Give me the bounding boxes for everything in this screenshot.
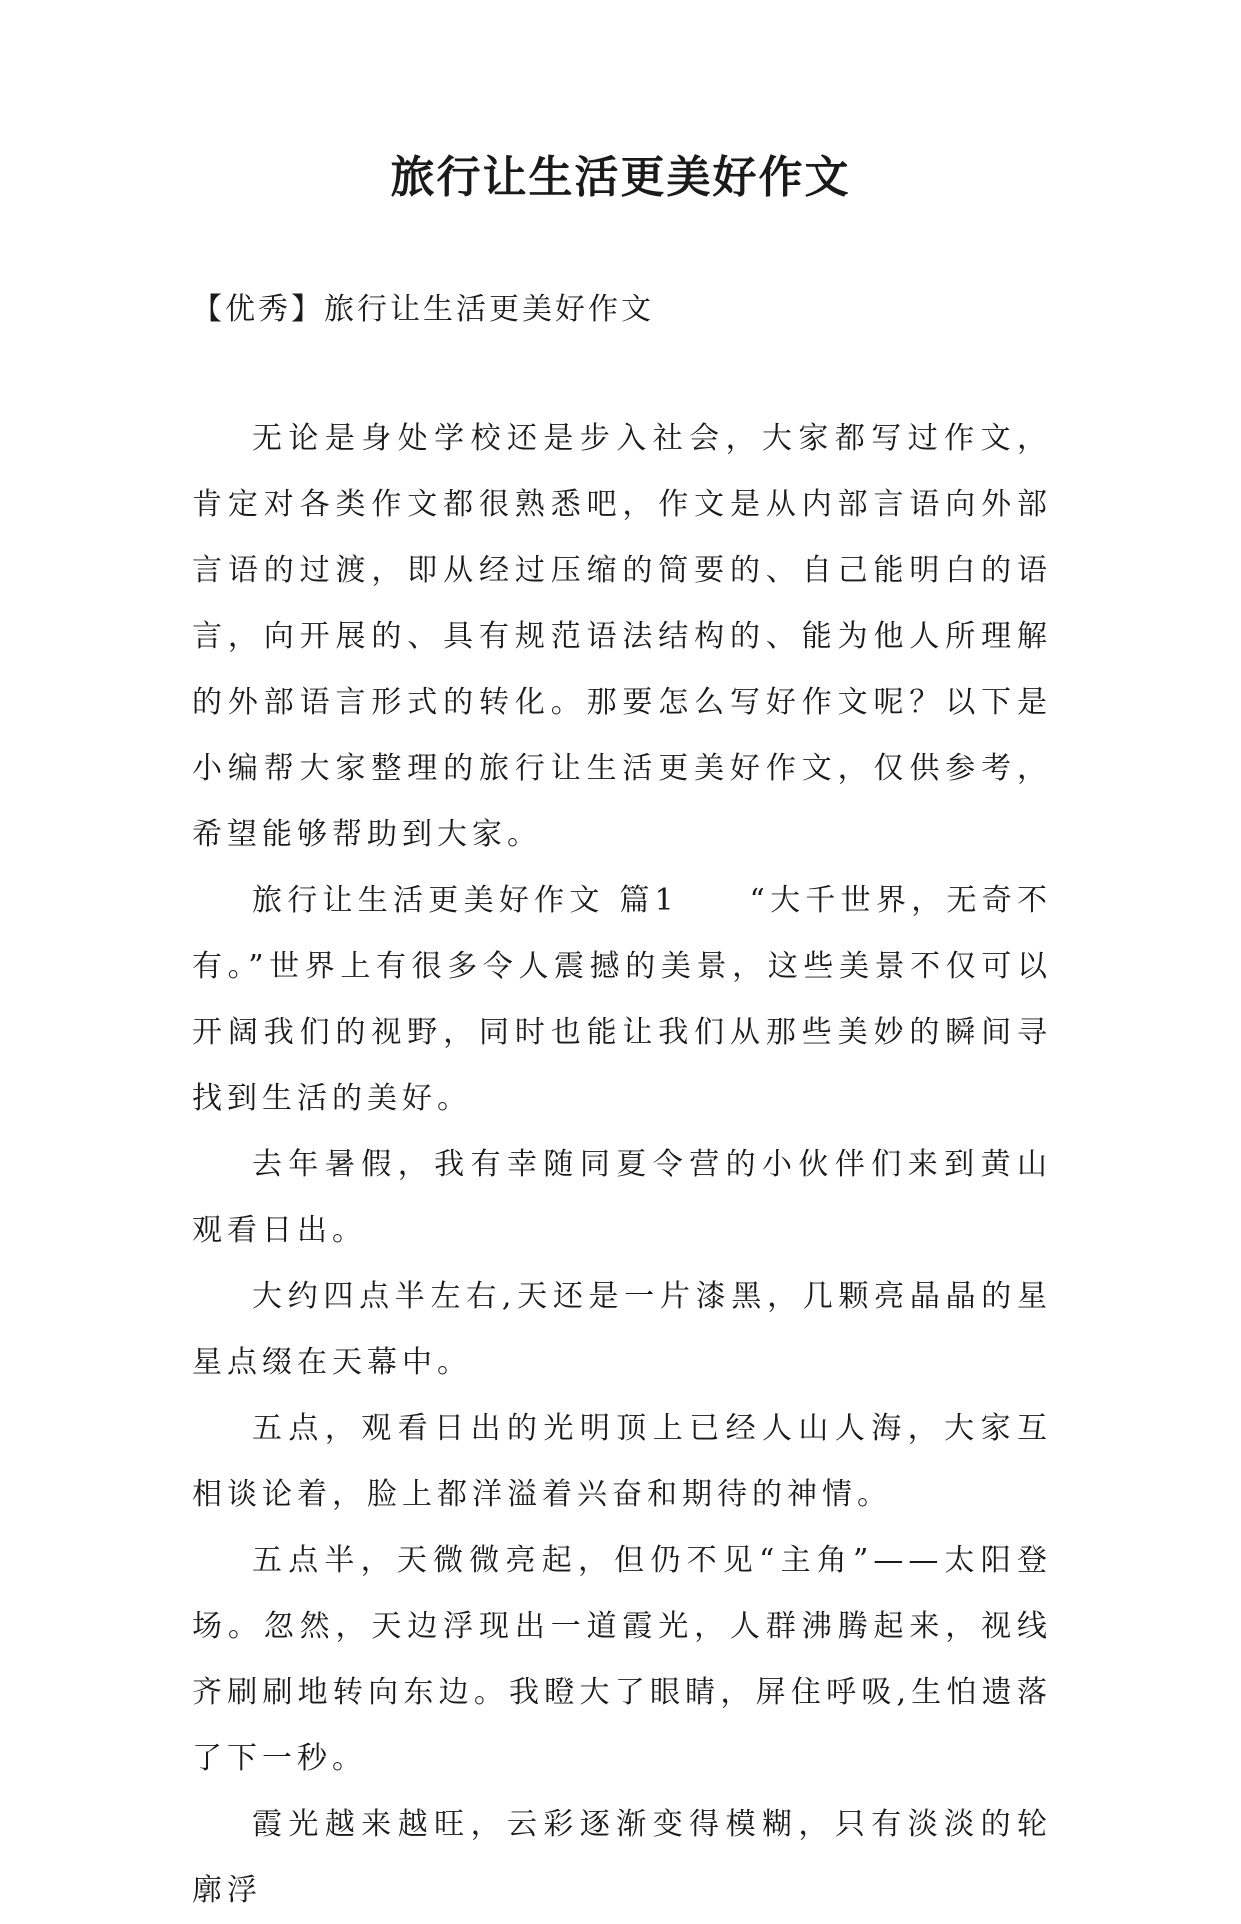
paragraph-intro: 无论是身处学校还是步入社会，大家都写过作文，肯定对各类作文都很熟悉吧，作文是从内部言语向外部言语的过渡，即从经过压缩的简要的、自己能明白的语言，向开展的、具有规范语法结构的、能为他人所理解的外部语言形式的转化。那要怎么写好作文呢？以下是小编帮大家整理的旅行让生活更美好作文，仅供参考，希望能够帮助到大家。 xyxy=(192,421,1052,852)
paragraph-summer-trip: 去年暑假，我有幸随同夏令营的小伙伴们来到黄山观看日出。 xyxy=(192,1147,1052,1248)
paragraph-five-oclock: 五点，观看日出的光明顶上已经人山人海，大家互相谈论着，脸上都洋溢着兴奋和期待的神情。 xyxy=(192,1411,1052,1512)
paragraph-essay-start: 旅行让生活更美好作文 篇1 “大千世界，无奇不有。”世界上有很多令人震撼的美景，这些美景不仅可以开阔我们的视野，同时也能让我们从那些美妙的瞬间寻找到生活的美好。 xyxy=(192,883,1052,1116)
document-title: 旅行让生活更美好作文 xyxy=(390,152,851,203)
paragraph-four-thirty: 大约四点半左右,天还是一片漆黑，几颗亮晶晶的星星点缀在天幕中。 xyxy=(192,1279,1052,1380)
paragraph-rosy-clouds: 霞光越来越旺，云彩逐渐变得模糊，只有淡淡的轮廓浮 xyxy=(192,1807,1052,1908)
document-body xyxy=(192,406,1052,1924)
document-subtitle: 【优秀】旅行让生活更美好作文 xyxy=(192,292,654,327)
paragraph-five-thirty: 五点半，天微微亮起，但仍不见“主角”——太阳登场。忽然，天边浮现出一道霞光，人群沸腾起来，视线齐刷刷地转向东边。我瞪大了眼睛，屏住呼吸,生怕遗落了下一秒。 xyxy=(192,1543,1052,1776)
